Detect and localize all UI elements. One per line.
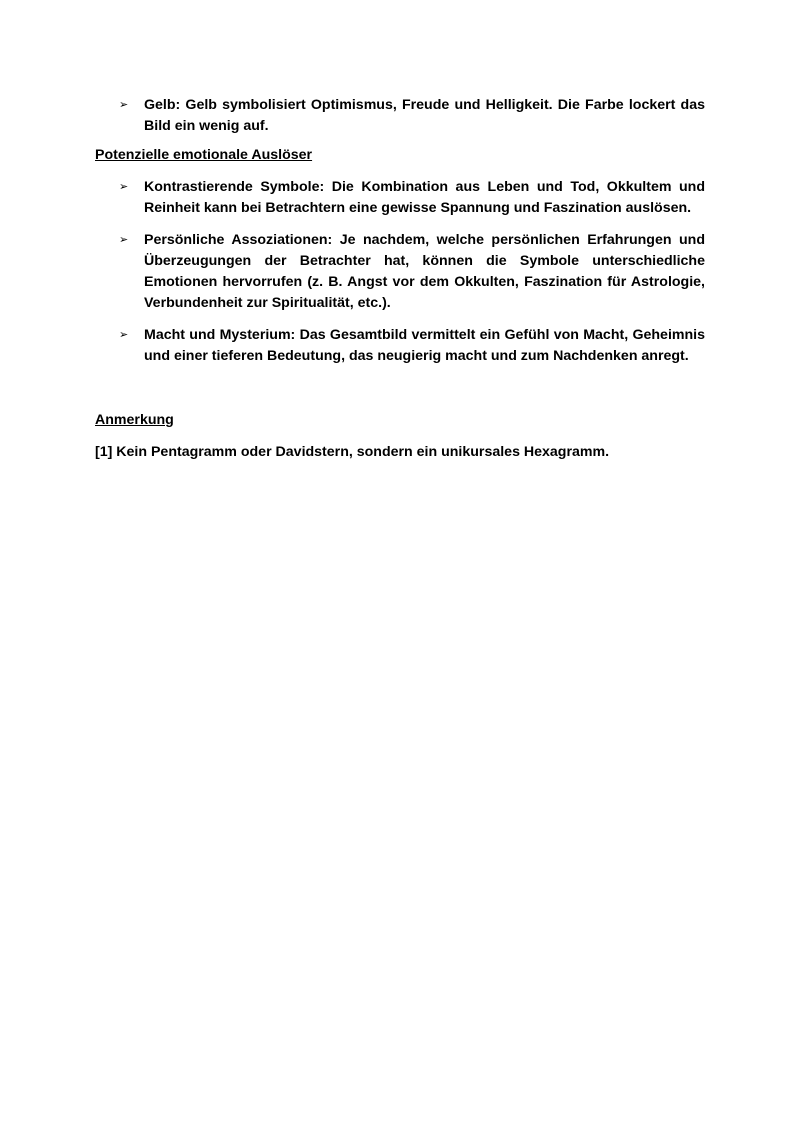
list-item-text: Persönliche Assoziationen: Je nachdem, welche persönlichen Erfahrungen und Überzeugungen der Betrachter hat, können die Symbole unterschiedliche Emotionen hervorrufen (z. B. Angst vor dem Okkulten, Faszination für Astrologie, Verbundenheit zur Spiritualität, etc.). — [144, 232, 705, 311]
list-item — [95, 95, 705, 137]
arrow-bullet-icon: ➢ — [119, 99, 129, 111]
list-item-text: Kontrastierende Symbole: Die Kombination aus Leben und Tod, Okkultem und Reinheit kann bei Betrachtern eine gewisse Spannung und Faszination auslösen. — [144, 179, 705, 216]
arrow-bullet-icon: ➢ — [119, 329, 129, 341]
color-meaning-list — [95, 95, 705, 137]
document-content — [95, 95, 705, 463]
arrow-bullet-icon: ➢ — [119, 181, 129, 193]
list-item-text: Gelb: Gelb symbolisiert Optimismus, Freude und Helligkeit. Die Farbe lockert das Bild ein wenig auf. — [144, 97, 705, 134]
list-item-text: Macht und Mysterium: Das Gesamtbild vermittelt ein Gefühl von Macht, Geheimnis und einer tieferen Bedeutung, das neugierig macht und zum Nachdenken anregt. — [144, 327, 705, 364]
list-item — [95, 230, 705, 314]
list-item — [95, 325, 705, 367]
arrow-bullet-icon: ➢ — [119, 234, 129, 246]
footnote-text: [1] Kein Pentagramm oder Davidstern, sondern ein unikursales Hexagramm. — [95, 444, 610, 460]
section-heading-triggers: Potenzielle emotionale Auslöser — [95, 147, 313, 163]
triggers-list — [95, 177, 705, 367]
list-item — [95, 177, 705, 219]
section-heading-note: Anmerkung — [95, 412, 174, 428]
spacer — [95, 378, 705, 410]
